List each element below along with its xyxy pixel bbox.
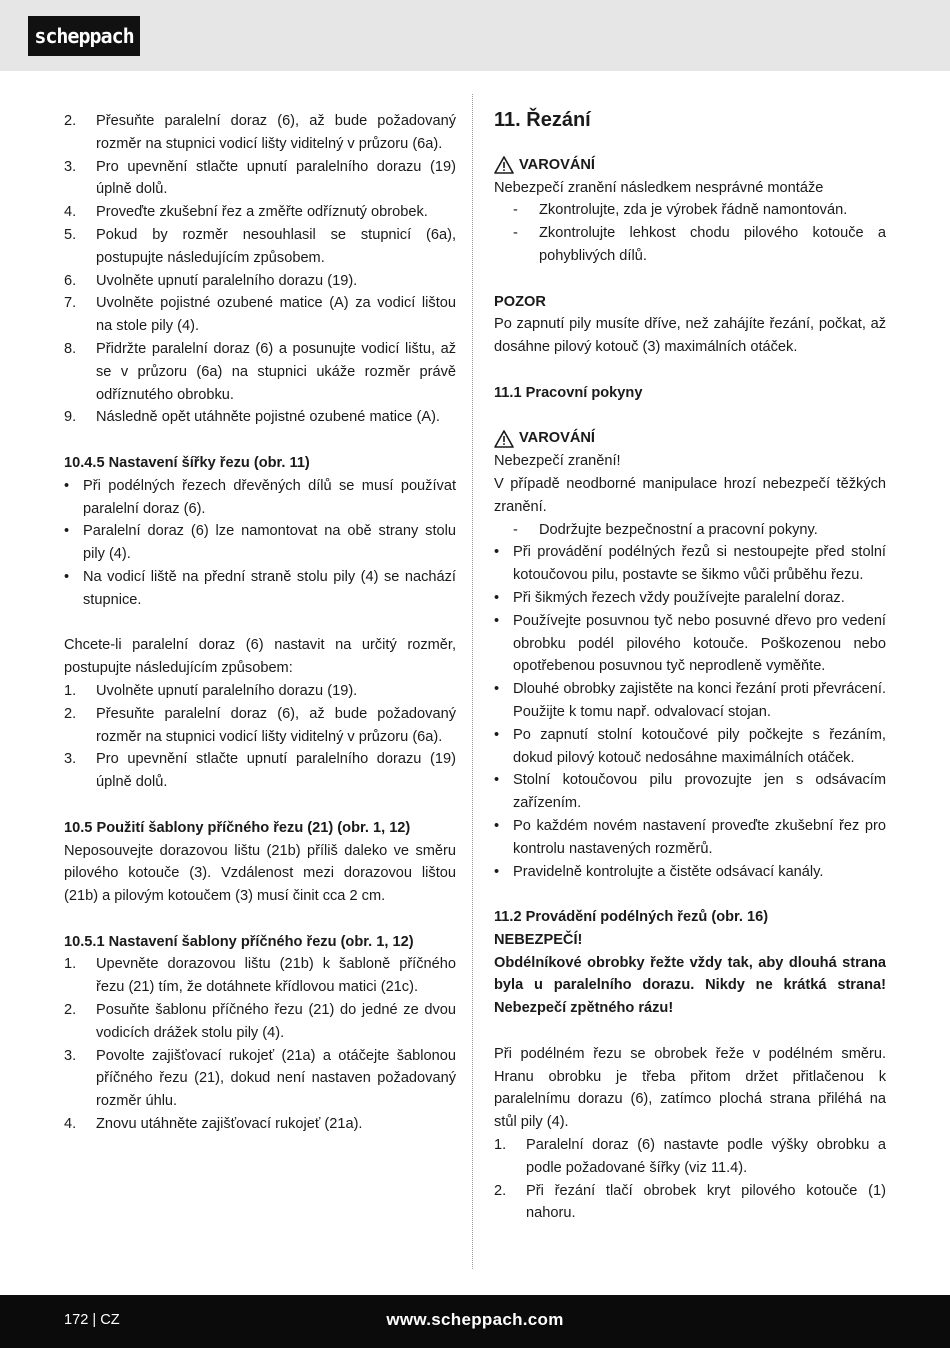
list-item: 6. Uvolněte upnutí paralelního dorazu (19). bbox=[64, 272, 358, 289]
list-item: - Zkontrolujte lehkost chodu pilového kotouče a pohyblivých dílů. bbox=[513, 225, 886, 264]
header-bar bbox=[0, 0, 950, 71]
warning-text: Nebezpečí zranění! bbox=[494, 453, 621, 470]
list-item: 5. Pokud by rozměr nesouhlasil se stupnicí (6a), postupujte následujícím způsobem. bbox=[64, 226, 456, 266]
list-item: • Po každém novém nastavení proveďte zkušební řez pro kontrolu nastavených rozměrů. bbox=[494, 817, 886, 857]
danger-heading: NEBEZPEČÍ! bbox=[494, 931, 583, 948]
intro-paragraph: Chcete-li paralelní doraz (6) nastavit na určitý rozměr, postupujte následujícím způsobem: bbox=[64, 637, 456, 677]
warning-text: V případě neodborné manipulace hrozí nebezpečí těžkých zranění. bbox=[494, 475, 886, 515]
warning-triangle-icon bbox=[494, 156, 514, 174]
list-item: 2. Posuňte šablonu příčného řezu (21) do jedné ze dvou vodicích drážek stolu pily (4). bbox=[64, 1002, 456, 1041]
list-item: • Paralelní doraz (6) lze namontovat na obě strany stolu pily (4). bbox=[64, 523, 456, 563]
heading-11-2: 11.2 Provádění podélných řezů (obr. 16) bbox=[494, 909, 769, 926]
list-item: • Při šikmých řezech vždy používejte paralelní doraz. bbox=[494, 589, 845, 606]
list-item: 3. Pro upevnění stlačte upnutí paralelního dorazu (19) úplně dolů. bbox=[64, 751, 456, 791]
list-item: • Po zapnutí stolní kotoučové pily počkejte s řezáním, dokud pilový kotouč nedosáhne maximálních otáček. bbox=[494, 726, 886, 766]
list-item: • Při provádění podélných řezů si nestoupejte před stolní kotoučovou pilu, postavte se šikmo vůči průběhu řezu. bbox=[494, 544, 886, 584]
list-item: 2. Přesuňte paralelní doraz (6), až bude požadovaný rozměr na stupnici vodicí lišty viditelný v průzoru (6a). bbox=[64, 705, 456, 745]
heading-11: 11. Řezání bbox=[494, 109, 591, 131]
scheppach-logo: scheppach bbox=[28, 16, 140, 56]
warning-heading: VAROVÁNÍ bbox=[494, 154, 886, 177]
warning-heading: VAROVÁNÍ bbox=[494, 427, 886, 450]
website-url: www.scheppach.com bbox=[386, 1310, 564, 1329]
list-item: 4. Proveďte zkušební řez a změřte odříznutý obrobek. bbox=[64, 204, 428, 221]
footer-bar bbox=[0, 1295, 950, 1348]
list-item: - Zkontrolujte, zda je výrobek řádně namontován. bbox=[513, 202, 848, 219]
paragraph-11-2: Při podélném řezu se obrobek řeže v podélném směru. Hranu obrobku je třeba přitom držet přitlačenou k paralelnímu dorazu (6), zatímco plochá strana přiléhá na stůl pily (4). bbox=[494, 1045, 886, 1131]
page-number: 172 | CZ bbox=[64, 1312, 120, 1328]
warning-text: Nebezpečí zranění následkem nesprávné montáže bbox=[494, 179, 824, 196]
list-item: 2. Přesuňte paralelní doraz (6), až bude požadovaný rozměr na stupnici vodicí lišty viditelný v průzoru (6a). bbox=[64, 113, 456, 152]
heading-10-4-5: 10.4.5 Nastavení šířky řezu (obr. 11) bbox=[64, 454, 310, 471]
heading-10-5-1: 10.5.1 Nastavení šablony příčného řezu (obr. 1, 12) bbox=[64, 933, 414, 950]
list-item: • Používejte posuvnou tyč nebo posuvné dřevo pro vedení obrobku podél pilového kotouče. Poškozenou nebo opotřebenou posuvnou tyč neprodleně vyměňte. bbox=[494, 612, 886, 675]
caution-heading: POZOR bbox=[494, 293, 546, 310]
list-item: 1. Paralelní doraz (6) nastavte podle výšky obrobku a podle požadované šířky (viz 11.4). bbox=[494, 1137, 886, 1176]
list-item: • Pravidelně kontrolujte a čistěte odsávací kanály. bbox=[494, 863, 824, 880]
caution-text: Po zapnutí pily musíte dříve, než zahájíte řezání, počkat, až dosáhne pilový kotouč (3) maximálních otáček. bbox=[494, 316, 886, 356]
list-item: 2. Při řezání tlačí obrobek kryt pilového kotouče (1) nahoru. bbox=[494, 1182, 886, 1222]
list-item: - Dodržujte bezpečnostní a pracovní pokyny. bbox=[513, 521, 818, 538]
list-item: 7. Uvolněte pojistné ozubené matice (A) za vodicí lištou na stole pily (4). bbox=[64, 295, 456, 335]
list-item: 1. Uvolněte upnutí paralelního dorazu (19). bbox=[64, 682, 358, 699]
heading-10-5: 10.5 Použití šablony příčného řezu (21) (obr. 1, 12) bbox=[64, 819, 411, 836]
column-divider bbox=[472, 94, 473, 1269]
paragraph-10-5: Neposouvejte dorazovou lištu (21b) příliš daleko ve směru pilového kotouče (3). Vzdálenost mezi dorazovou lištou (21b) a pilovým kotoučem (3) musí činit cca 2 cm. bbox=[64, 842, 456, 905]
steps-top bbox=[64, 110, 456, 429]
warning-triangle-icon bbox=[494, 430, 514, 448]
list-item: 8. Přidržte paralelní doraz (6) a posunujte vodicí lištu, až se v průzoru (6a) na stupnici ukáže rozměr právě odříznutého obrobku. bbox=[64, 340, 456, 403]
heading-11-1: 11.1 Pracovní pokyny bbox=[494, 384, 643, 401]
list-item: 3. Pro upevnění stlačte upnutí paralelního dorazu (19) úplně dolů. bbox=[64, 158, 456, 198]
list-item: • Při podélných řezech dřevěných dílů se musí používat paralelní doraz (6). bbox=[64, 477, 456, 517]
list-item: 1. Upevněte dorazovou lištu (21b) k šabloně příčného řezu (21) tím, že dotáhnete křídlovou matici (21c). bbox=[64, 956, 456, 996]
list-item: 4. Znovu utáhněte zajišťovací rukojeť (21a). bbox=[64, 1116, 363, 1133]
list-item: 9. Následně opět utáhněte pojistné ozubené matice (A). bbox=[64, 409, 440, 426]
right-column bbox=[494, 110, 886, 1225]
list-item: • Stolní kotoučovou pilu provozujte jen s odsávacím zařízením. bbox=[494, 772, 886, 812]
list-item: 3. Povolte zajišťovací rukojeť (21a) a otáčejte šablonou příčného řezu (21), dokud není nastaven požadovaný rozměr úhlu. bbox=[64, 1047, 456, 1110]
left-column bbox=[64, 110, 456, 1136]
list-item: • Dlouhé obrobky zajistěte na konci řezání proti převrácení. Použijte k tomu např. odvalovací stojan. bbox=[494, 681, 886, 720]
list-item: • Na vodicí liště na přední straně stolu pily (4) se nachází stupnice. bbox=[64, 568, 456, 608]
danger-text: Obdélníkové obrobky řežte vždy tak, aby dlouhá strana byla u paralelního dorazu. Nikdy ne krátká strana! Nebezpečí zpětného rázu! bbox=[494, 954, 886, 1017]
